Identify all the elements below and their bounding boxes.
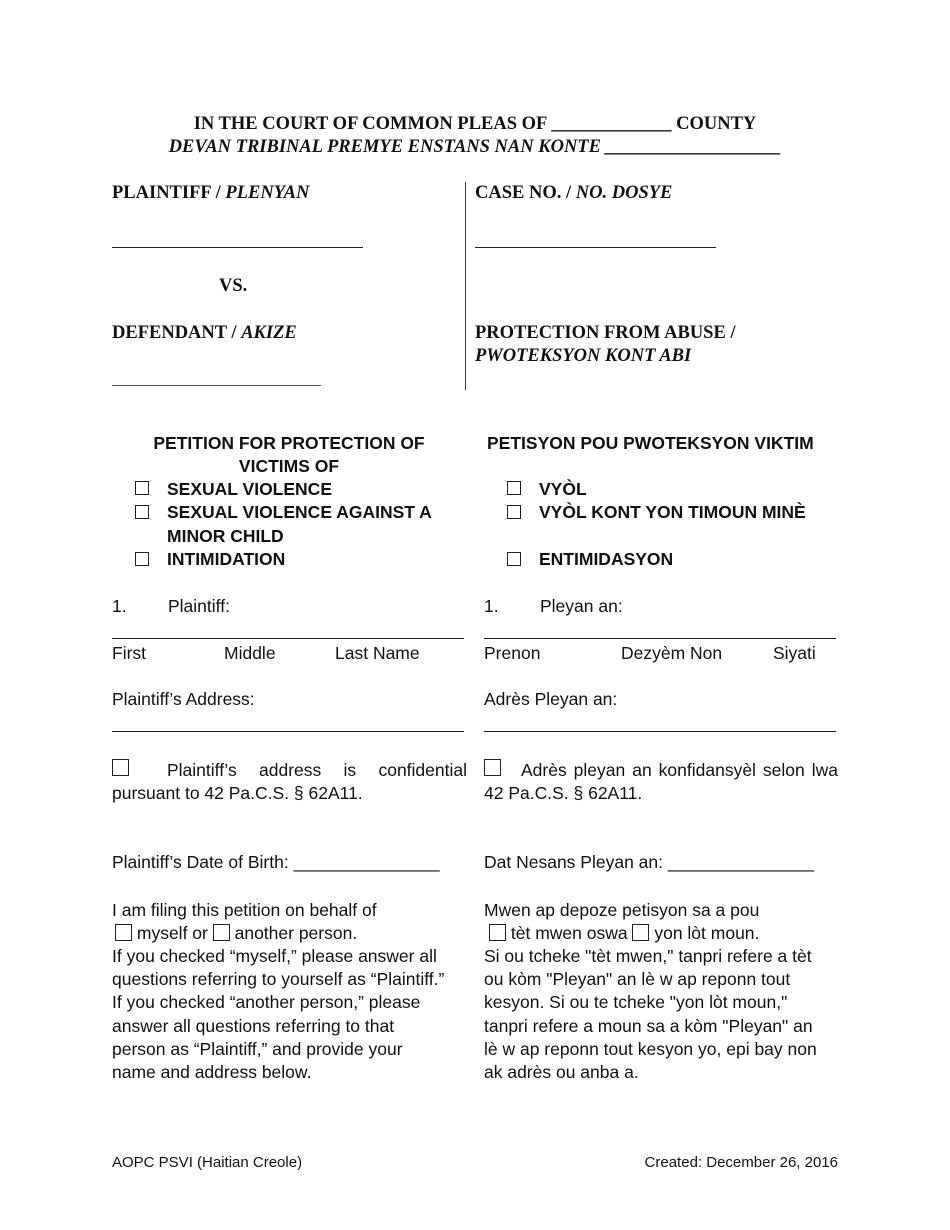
siyati-label: Siyati — [773, 643, 816, 663]
pleyan-name-field[interactable] — [484, 638, 836, 639]
court-header: IN THE COURT OF COMMON PLEAS OF _____________ COUNTY — [193, 114, 757, 134]
sexual-violence-checkbox[interactable] — [135, 481, 149, 495]
section-number-ht: 1. — [484, 596, 499, 616]
intimidation-label: INTIMIDATION — [167, 549, 286, 569]
entimidasyon-label: ENTIMIDASYON — [539, 549, 674, 569]
another-person-checkbox[interactable] — [213, 924, 230, 941]
pfa-label: PROTECTION FROM ABUSE / — [475, 323, 736, 343]
sexual-violence-minor-checkbox[interactable] — [135, 505, 149, 519]
filing-behalf-ht: Mwen ap depoze petisyon sa a pou — [484, 900, 760, 920]
instructions-en: If you checked “myself,” please answer all questions referring to yourself as “Plaintiff.” If you checked “another person,” please answer all questions referring to that person as “Plaintiff,” and provide your name and address below. — [112, 946, 445, 1083]
plaintiff-name-field[interactable] — [112, 638, 464, 639]
caption-divider — [465, 182, 466, 390]
case-number-label: CASE NO. / NO. DOSYE — [475, 183, 673, 203]
vyol-minor-label: VYÒL KONT YON TIMOUN MINÈ — [539, 502, 806, 522]
tet-mwen-checkbox[interactable] — [489, 924, 506, 941]
plaintiff-address-field[interactable] — [112, 731, 464, 732]
last-name-label: Last Name — [335, 643, 420, 663]
pleyan-address-field[interactable] — [484, 731, 836, 732]
plaintiff-name-label: Plaintiff: — [168, 596, 230, 616]
form-id: AOPC PSVI (Haitian Creole) — [112, 1154, 303, 1171]
created-date: Created: December 26, 2016 — [644, 1154, 838, 1171]
dezyem-non-label: Dezyèm Non — [621, 643, 723, 663]
defendant-name-line[interactable] — [112, 385, 321, 386]
petition-title-en-2: VICTIMS OF — [238, 456, 340, 476]
instructions-ht: Si ou tcheke "tèt mwen," tanpri refere a tèt ou kòm "Pleyan" an lè w ap reponn tout kesyon. Si ou te tcheke "yon lòt moun," tanpri refere a moun sa a kòm "Pleyan" an lè w ap reponn tout kesyon yo, epi bay non ak adrès ou anba a. — [484, 946, 817, 1083]
plaintiff-address-label: Plaintiff’s Address: — [112, 689, 255, 709]
versus-label: VS. — [219, 276, 248, 296]
address-confidential-label: Plaintiff’s address is confidential pursuant to 42 Pa.C.S. § 62A11. — [112, 760, 467, 804]
first-name-label: First — [112, 643, 147, 663]
myself-label: myself or — [136, 923, 208, 943]
pfa-label-creole: PWOTEKSYON KONT ABI — [475, 346, 692, 366]
adres-konfidansyel-label: Adrès pleyan an konfidansyèl selon lwa 42 Pa.C.S. § 62A11. — [484, 760, 838, 804]
section-number-en: 1. — [112, 596, 127, 616]
middle-name-label: Middle — [224, 643, 276, 663]
yon-lot-moun-label: yon lòt moun. — [654, 923, 760, 943]
vyol-label: VYÒL — [539, 479, 587, 499]
court-header-creole: DEVAN TRIBINAL PREMYE ENSTANS NAN KONTE ___________________ — [168, 137, 782, 157]
vyol-checkbox[interactable] — [507, 481, 521, 495]
vyol-minor-checkbox[interactable] — [507, 505, 521, 519]
yon-lot-moun-checkbox[interactable] — [632, 924, 649, 941]
intimidation-checkbox[interactable] — [135, 552, 149, 566]
pleyan-dob-field[interactable]: Dat Nesans Pleyan an: _______________ — [484, 852, 814, 872]
petition-title-en: PETITION FOR PROTECTION OF — [153, 433, 425, 453]
filing-options-en — [115, 922, 357, 945]
plaintiff-dob-field[interactable]: Plaintiff’s Date of Birth: _______________ — [112, 852, 440, 872]
sexual-violence-minor-label: SEXUAL VIOLENCE AGAINST A — [167, 502, 432, 522]
another-person-label: another person. — [234, 923, 358, 943]
sexual-violence-label: SEXUAL VIOLENCE — [167, 479, 332, 499]
plaintiff-name-line[interactable] — [112, 247, 363, 248]
defendant-label: DEFENDANT / AKIZE — [112, 323, 297, 343]
filing-behalf-en: I am filing this petition on behalf of — [112, 900, 377, 920]
prenon-label: Prenon — [484, 643, 541, 663]
case-number-line[interactable] — [475, 247, 716, 248]
pleyan-name-label: Pleyan an: — [540, 596, 623, 616]
sexual-violence-minor-label-2: MINOR CHILD — [167, 526, 284, 546]
entimidasyon-checkbox[interactable] — [507, 552, 521, 566]
myself-checkbox[interactable] — [115, 924, 132, 941]
tet-mwen-label: tèt mwen oswa — [510, 923, 628, 943]
plaintiff-label: PLAINTIFF / PLENYAN — [112, 183, 310, 203]
pleyan-address-label: Adrès Pleyan an: — [484, 689, 618, 709]
filing-options-ht — [489, 922, 759, 945]
petition-title-ht: PETISYON POU PWOTEKSYON VIKTIM — [487, 433, 814, 453]
